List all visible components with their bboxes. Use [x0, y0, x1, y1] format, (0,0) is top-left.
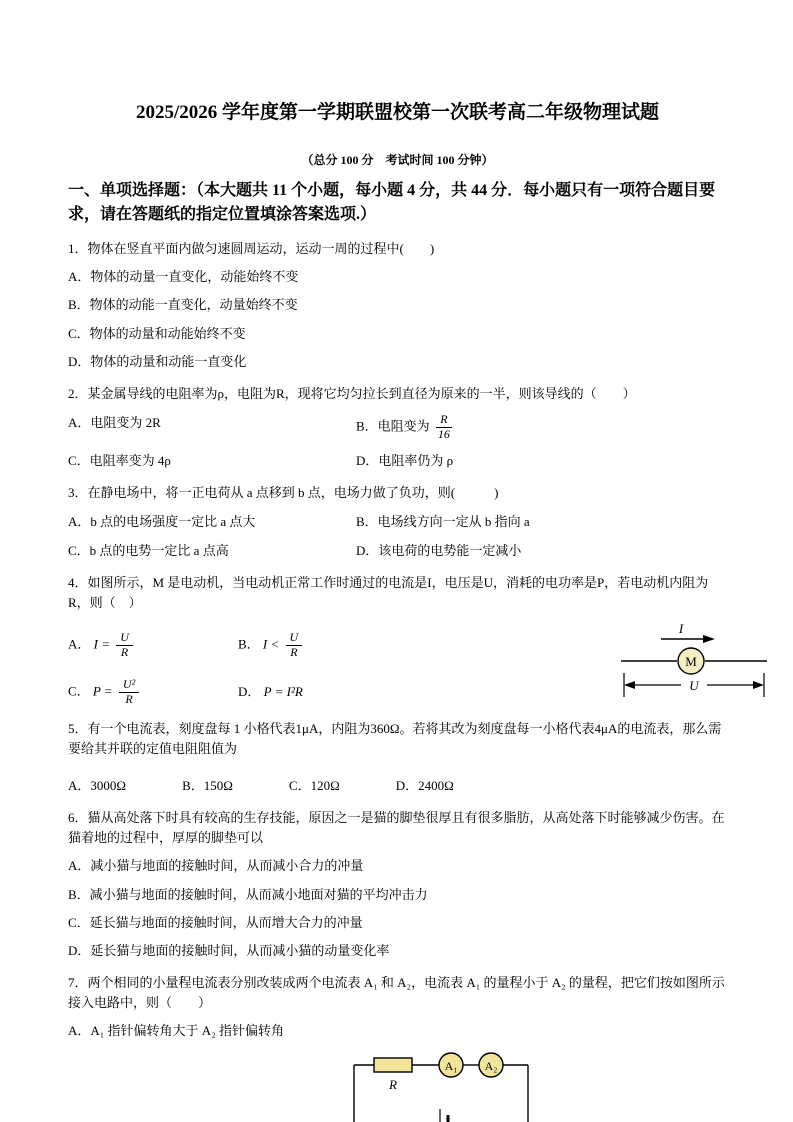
question-2-option-c: C．电阻率变为 4ρ: [68, 452, 171, 468]
question-7-option-a: A．A₁ 指针偏转角大于 A₂ 指针偏转角: [68, 1023, 284, 1039]
question-6-option-a: A．减小猫与地面的接触时间，从而减小合力的冲量: [68, 858, 364, 874]
question-6: [68, 808, 727, 961]
question-2-text: 2．某金属导线的电阻率为ρ，电阻为R，现将它均匀拉长到直径为原来的一半，则该导线的（ ）: [68, 385, 636, 401]
question-2-option-d: D．电阻率仍为 ρ: [356, 452, 454, 468]
exam-meta: （总分 100 分 考试时间 100 分钟）: [301, 152, 494, 167]
question-3-option-a: A．b 点的电场强度一定比 a 点大: [68, 513, 256, 529]
voltage-label: U: [689, 678, 699, 694]
fraction-u-over-r: $\frac{U}{R}$: [116, 631, 133, 660]
question-5-option-b: B．150Ω: [182, 777, 233, 793]
question-4-text: 4．如图所示，M 是电动机，当电动机正常工作时通过的电流是I，电压是U，消耗的电功率是P，若电动机内阻为R，则（ ）: [68, 575, 709, 611]
question-4-option-c: C． P = $\frac{\text{U²}}{R}$: [68, 678, 238, 707]
motor-label: M: [685, 654, 697, 670]
ammeter-2-label: A₂: [484, 1059, 498, 1074]
question-2: [68, 384, 727, 471]
fraction-r-over-16: $\frac{R}{16}$: [437, 412, 450, 441]
resistor-icon: [374, 1058, 412, 1072]
question-4-option-a: A． I = $\frac{U}{R}$: [68, 631, 238, 660]
question-6-text: 6．猫从高处落下时具有较高的生存技能，原因之一是猫的脚垫很厚且有很多脂肪，从高处落下时能够减少伤害。在猫着地的过程中，厚厚的脚垫可以: [68, 810, 725, 846]
question-1-option-a: A．物体的动量一直变化，动能始终不变: [68, 269, 299, 285]
question-1-option-b: B．物体的动能一直变化，动量始终不变: [68, 297, 298, 313]
question-5-option-a: A．3000Ω: [68, 777, 127, 793]
resistor-label: R: [389, 1077, 397, 1093]
question-3-option-c: C．b 点的电势一定比 a 点高: [68, 543, 229, 559]
question-6-option-c: C．延长猫与地面的接触时间，从而增大合力的冲量: [68, 914, 363, 930]
question-3-text: 3．在静电场中，将一正电荷从 a 点移到 b 点，电场力做了负功，则( ): [68, 484, 499, 500]
question-7: [68, 973, 727, 1122]
ammeter-circuit-diagram: [336, 1045, 727, 1122]
ammeter-circuit-icon: [336, 1045, 546, 1122]
question-2-option-a: A．电阻变为 2R: [68, 415, 161, 431]
current-arrowhead-icon: [703, 635, 715, 643]
fraction-u-over-r: $\frac{U}{R}$: [286, 631, 303, 660]
voltage-left-arrowhead-icon: [624, 681, 635, 689]
question-1-text: 1．物体在竖直平面内做匀速圆周运动，运动一周的过程中( ): [68, 241, 435, 257]
question-1-option-d: D．物体的动量和动能一直变化: [68, 353, 247, 369]
page-title: 2025/2026 学年度第一学期联盟校第一次联考高二年级物理试题: [135, 102, 660, 123]
voltage-right-arrowhead-icon: [753, 681, 764, 689]
question-3: [68, 483, 727, 561]
question-3-option-d: D．该电荷的电势能一定减小: [356, 543, 522, 559]
question-2-option-b-label: B．电阻变为: [356, 418, 430, 434]
current-label: I: [678, 621, 684, 637]
question-4-option-b: B． I < $\frac{U}{R}$: [238, 631, 498, 660]
question-1: [68, 239, 727, 372]
motor-circuit-diagram: [619, 619, 769, 707]
question-4: [68, 573, 727, 706]
question-5-option-c: C．120Ω: [288, 777, 340, 793]
question-5-text: 5．有一个电流表，刻度盘每 1 小格代表1μA，内阻为360Ω。若将其改为刻度盘每一小格代表4μA的电流表，那么需要给其并联的定值电阻阻值为: [68, 720, 722, 756]
motor-circuit-icon: [619, 619, 769, 701]
question-6-option-d: D．延长猫与地面的接触时间，从而减小猫的动量变化率: [68, 942, 390, 958]
ammeter-1-label: A₁: [444, 1059, 458, 1074]
question-5: [68, 719, 727, 796]
fraction-u2-over-r: $\frac{\text{U²}}{R}$: [119, 678, 139, 707]
section-heading: 一、单项选择题：（本大题共 11 个小题，每小题 4 分，共 44 分．每小题只有一项符合题目要求，请在答题纸的指定位置填涂答案选项.）: [68, 182, 716, 224]
question-4-option-d: D． P = I²R: [238, 684, 303, 700]
question-7-text: 7．两个相同的小量程电流表分别改装成两个电流表 A₁ 和 A₂，电流表 A₁ 的量程小于 A₂ 的量程，把它们按如图所示接入电路中，则（ ）: [68, 974, 725, 1011]
question-3-option-b: B．电场线方向一定从 b 指向 a: [356, 513, 530, 529]
question-1-option-c: C．物体的动量和动能始终不变: [68, 325, 246, 341]
question-2-option-b: [356, 413, 727, 442]
question-6-option-b: B．减小猫与地面的接触时间，从而减小地面对猫的平均冲击力: [68, 886, 428, 902]
question-5-option-d: D．2400Ω: [395, 777, 454, 793]
